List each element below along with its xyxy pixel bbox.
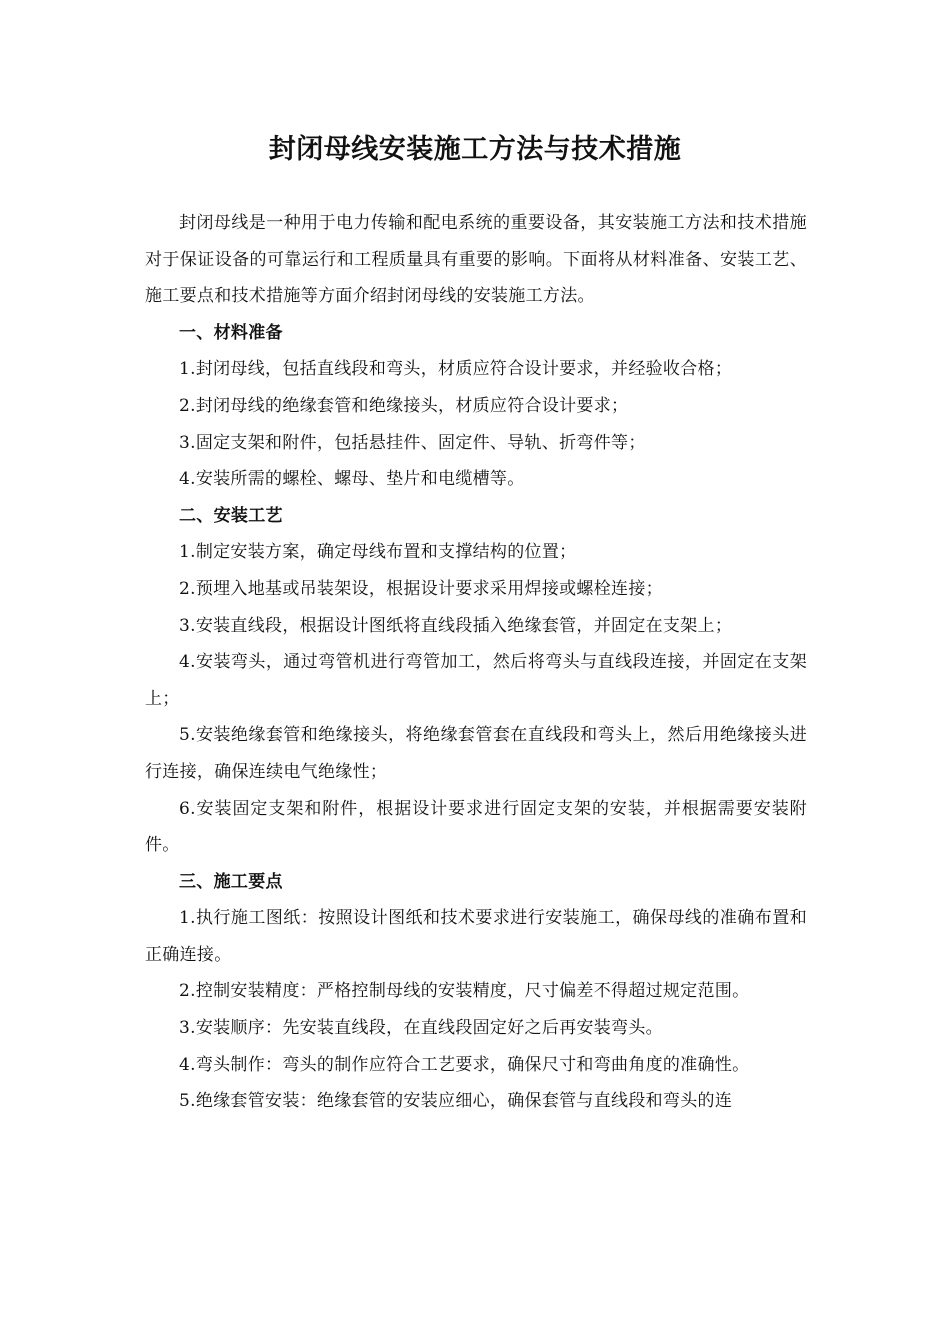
list-item: 1.执行施工图纸：按照设计图纸和技术要求进行安装施工，确保母线的准确布置和正确连接。 — [145, 908, 807, 965]
list-item: 4.安装弯头，通过弯管机进行弯管加工，然后将弯头与直线段连接，并固定在支架上； — [145, 652, 807, 709]
page-title: 封闭母线安装施工方法与技术措施 — [268, 134, 682, 165]
list-item: 5.安装绝缘套管和绝缘接头，将绝缘套管套在直线段和弯头上，然后用绝缘接头进行连接，确保连续电气绝缘性； — [145, 725, 807, 782]
section-heading-materials: 一、材料准备 — [179, 322, 283, 343]
intro-paragraph: 封闭母线是一种用于电力传输和配电系统的重要设备，其安装施工方法和技术措施对于保证设备的可靠运行和工程质量具有重要的影响。下面将从材料准备、安装工艺、施工要点和技术措施等方面介绍封闭母线的安装施工方法。 — [145, 213, 807, 307]
document-body — [145, 205, 807, 1120]
list-item: 3.固定支架和附件，包括悬挂件、固定件、导轨、折弯件等； — [179, 432, 646, 453]
list-item: 3.安装顺序：先安装直线段，在直线段固定好之后再安装弯头。 — [179, 1018, 663, 1039]
list-item: 5.绝缘套管安装：绝缘套管的安装应细心，确保套管与直线段和弯头的连 — [179, 1091, 733, 1112]
list-item: 2.预埋入地基或吊装架设，根据设计要求采用焊接或螺栓连接； — [179, 578, 663, 599]
list-item: 4.安装所需的螺栓、螺母、垫片和电缆槽等。 — [179, 469, 525, 490]
list-item: 3.安装直线段，根据设计图纸将直线段插入绝缘套管，并固定在支架上； — [179, 615, 733, 636]
list-item: 6.安装固定支架和附件，根据设计要求进行固定支架的安装，并根据需要安装附件。 — [145, 798, 807, 856]
list-item: 4.弯头制作：弯头的制作应符合工艺要求，确保尺寸和弯曲角度的准确性。 — [179, 1054, 750, 1075]
list-item: 2.控制安装精度：严格控制母线的安装精度，尺寸偏差不得超过规定范围。 — [179, 981, 750, 1002]
section-heading-process: 二、安装工艺 — [179, 505, 283, 526]
section-heading-key-points: 三、施工要点 — [179, 871, 283, 892]
list-item: 1.封闭母线，包括直线段和弯头，材质应符合设计要求，并经验收合格； — [179, 359, 733, 380]
list-item: 1.制定安装方案，确定母线布置和支撑结构的位置； — [179, 542, 577, 563]
list-item: 2.封闭母线的绝缘套管和绝缘接头，材质应符合设计要求； — [179, 395, 629, 416]
